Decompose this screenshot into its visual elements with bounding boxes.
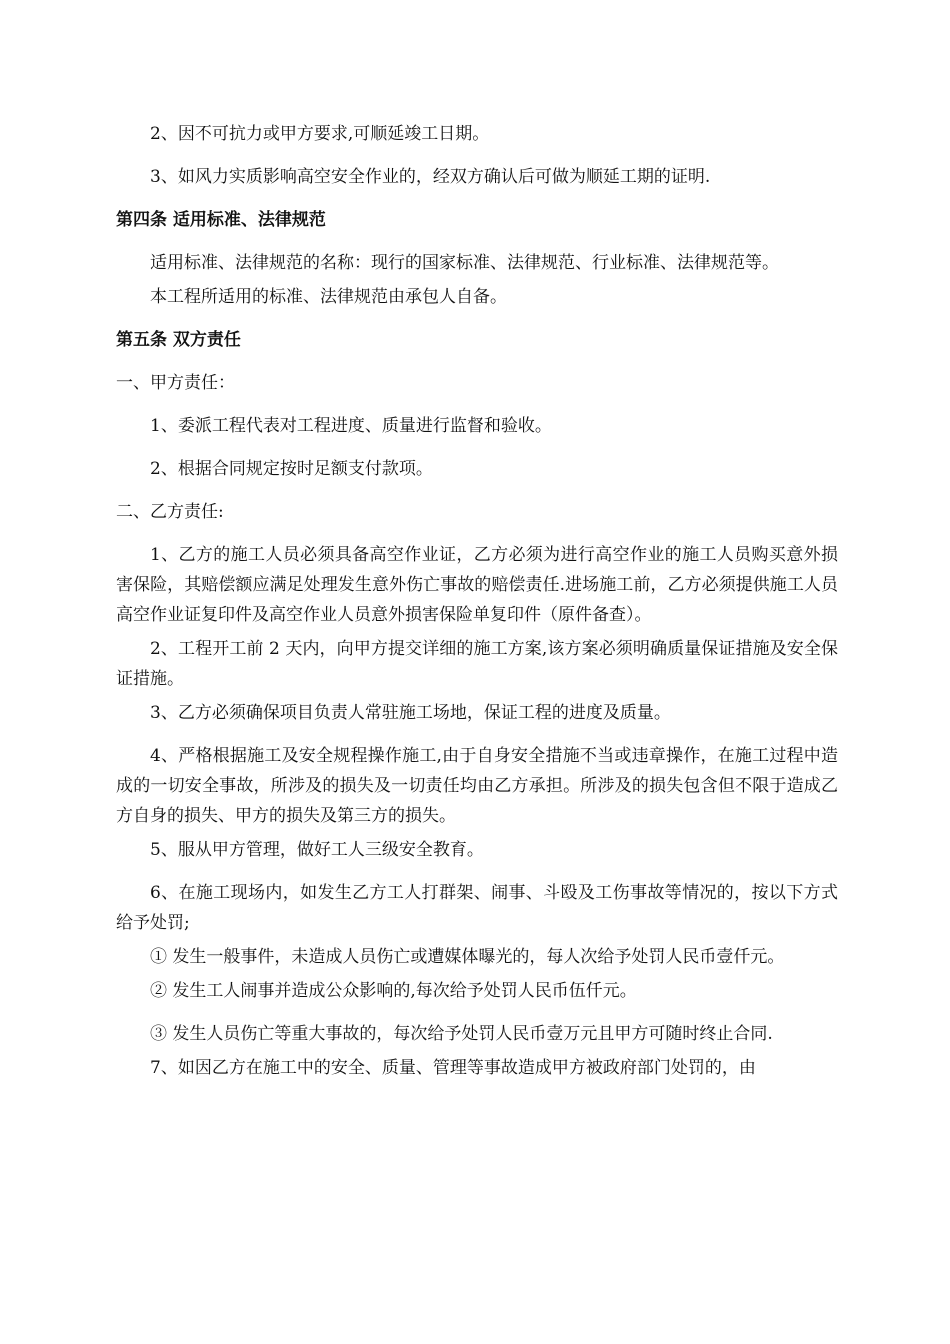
paragraph-party-b-item-7: 7、如因乙方在施工中的安全、质量、管理等事故造成甲方被政府部门处罚的，由 [150,1058,756,1078]
paragraph-clause-2: 2、因不可抗力或甲方要求,可顺延竣工日期。 [150,124,490,144]
paragraph-penalty-3: ③ 发生人员伤亡等重大事故的，每次给予处罚人民币壹万元且甲方可随时终止合同. [150,1024,773,1044]
paragraph-party-b-item-4: 4、严格根据施工及安全规程操作施工,由于自身安全措施不当或违章操作，在施工过程中造成的一切安全事故，所涉及的损失及一切责任均由乙方承担。所涉及的损失包含但不限于造成乙方自身的损失、甲方的损失及第三方的损失。 [116,746,838,826]
paragraph-standards-self-provided: 本工程所适用的标准、法律规范由承包人自备。 [150,287,507,307]
section-heading-article-5: 第五条 双方责任 [116,330,241,350]
subheading-party-a: 一、甲方责任： [116,373,235,393]
paragraph-party-b-item-6: 6、在施工现场内，如发生乙方工人打群架、闹事、斗殴及工伤事故等情况的，按以下方式给予处罚; [116,883,838,933]
paragraph-party-b-item-5: 5、服从甲方管理，做好工人三级安全教育。 [150,840,484,860]
document-body [116,119,838,1096]
section-heading-article-4: 第四条 适用标准、法律规范 [116,210,326,230]
paragraph-clause-3: 3、如风力实质影响高空安全作业的，经双方确认后可做为顺延工期的证明. [150,167,711,187]
paragraph-standards-name: 适用标准、法律规范的名称：现行的国家标准、法律规范、行业标准、法律规范等。 [150,253,779,273]
paragraph-party-b-item-1: 1、乙方的施工人员必须具备高空作业证，乙方必须为进行高空作业的施工人员购买意外损害保险，其赔偿额应满足处理发生意外伤亡事故的赔偿责任.进场施工前，乙方必须提供施工人员高空作业证复印件及高空作业人员意外损害保险单复印件（原件备查）。 [116,545,838,625]
subheading-party-b: 二、乙方责任: [116,502,224,522]
paragraph-party-b-item-2: 2、工程开工前 2 天内，向甲方提交详细的施工方案,该方案必须明确质量保证措施及安全保证措施。 [116,639,838,689]
paragraph-penalty-2: ② 发生工人闹事并造成公众影响的,每次给予处罚人民币伍仟元。 [150,981,637,1001]
paragraph-penalty-1: ① 发生一般事件，未造成人员伤亡或遭媒体曝光的，每人次给予处罚人民币壹仟元。 [150,947,785,967]
paragraph-party-a-item-1: 1、委派工程代表对工程进度、质量进行监督和验收。 [150,416,552,436]
paragraph-party-b-item-3: 3、乙方必须确保项目负责人常驻施工场地，保证工程的进度及质量。 [150,703,671,723]
paragraph-party-a-item-2: 2、根据合同规定按时足额支付款项。 [150,459,433,479]
